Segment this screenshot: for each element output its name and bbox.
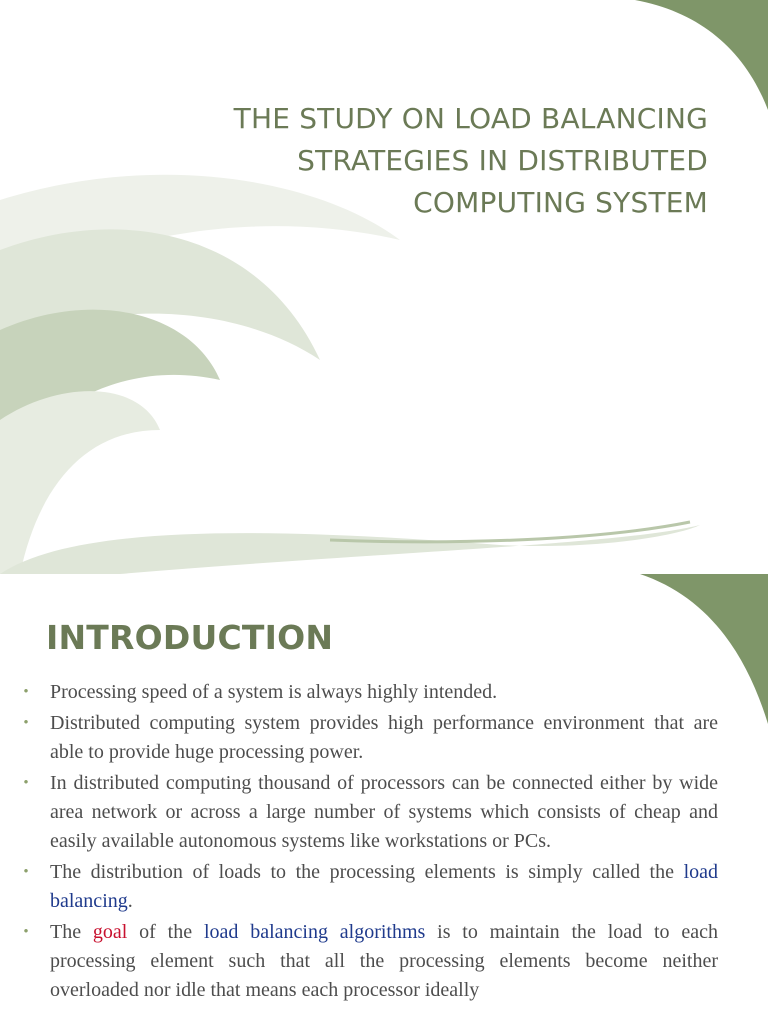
bullet-item bbox=[18, 918, 718, 1005]
corner-swoosh bbox=[635, 0, 768, 110]
bullet-text: In distributed computing thousand of processors can be connected either by wide area network or across a large number of systems which consists of cheap and easily available autonomous systems like workstations or PCs. bbox=[50, 772, 718, 852]
bullet-text: The bbox=[50, 921, 93, 943]
bullet-item bbox=[18, 858, 718, 916]
bullet-text: Processing speed of a system is always highly intended. bbox=[50, 681, 498, 703]
swoosh-sweep bbox=[0, 525, 700, 574]
bullet-text: Distributed computing system provides high performance environment that are able to provide huge processing power. bbox=[50, 712, 718, 763]
bullet-dot-icon: • bbox=[23, 684, 29, 700]
bullet-text: of the bbox=[127, 921, 204, 943]
slide-heading: INTRODUCTION bbox=[46, 618, 334, 657]
highlighted-term: load balancing bbox=[50, 861, 718, 912]
presentation-title bbox=[234, 98, 708, 224]
bullet-item bbox=[18, 678, 718, 707]
bullet-dot-icon: • bbox=[23, 775, 29, 791]
bullet-dot-icon: • bbox=[23, 864, 29, 880]
title-line-1: THE STUDY ON LOAD BALANCING bbox=[233, 102, 708, 135]
bullet-item bbox=[18, 769, 718, 856]
highlighted-term: load balancing algorithms bbox=[203, 921, 426, 943]
bullet-text: . bbox=[127, 890, 133, 912]
introduction-slide bbox=[0, 574, 768, 1024]
highlighted-term: goal bbox=[92, 921, 128, 943]
bullet-dot-icon: • bbox=[23, 924, 29, 940]
title-line-3: COMPUTING SYSTEM bbox=[413, 186, 708, 219]
bullet-text: The distribution of loads to the processing elements is simply called the bbox=[50, 861, 684, 883]
title-line-2: STRATEGIES IN DISTRIBUTED bbox=[297, 144, 708, 177]
bullet-list bbox=[18, 678, 718, 1007]
bullet-text: is to maintain the load to each processing element such that all the processing elements become neither overloaded nor idle that means each processor ideally bbox=[50, 921, 719, 1001]
bullet-dot-icon: • bbox=[23, 715, 29, 731]
bullet-item bbox=[18, 709, 718, 767]
